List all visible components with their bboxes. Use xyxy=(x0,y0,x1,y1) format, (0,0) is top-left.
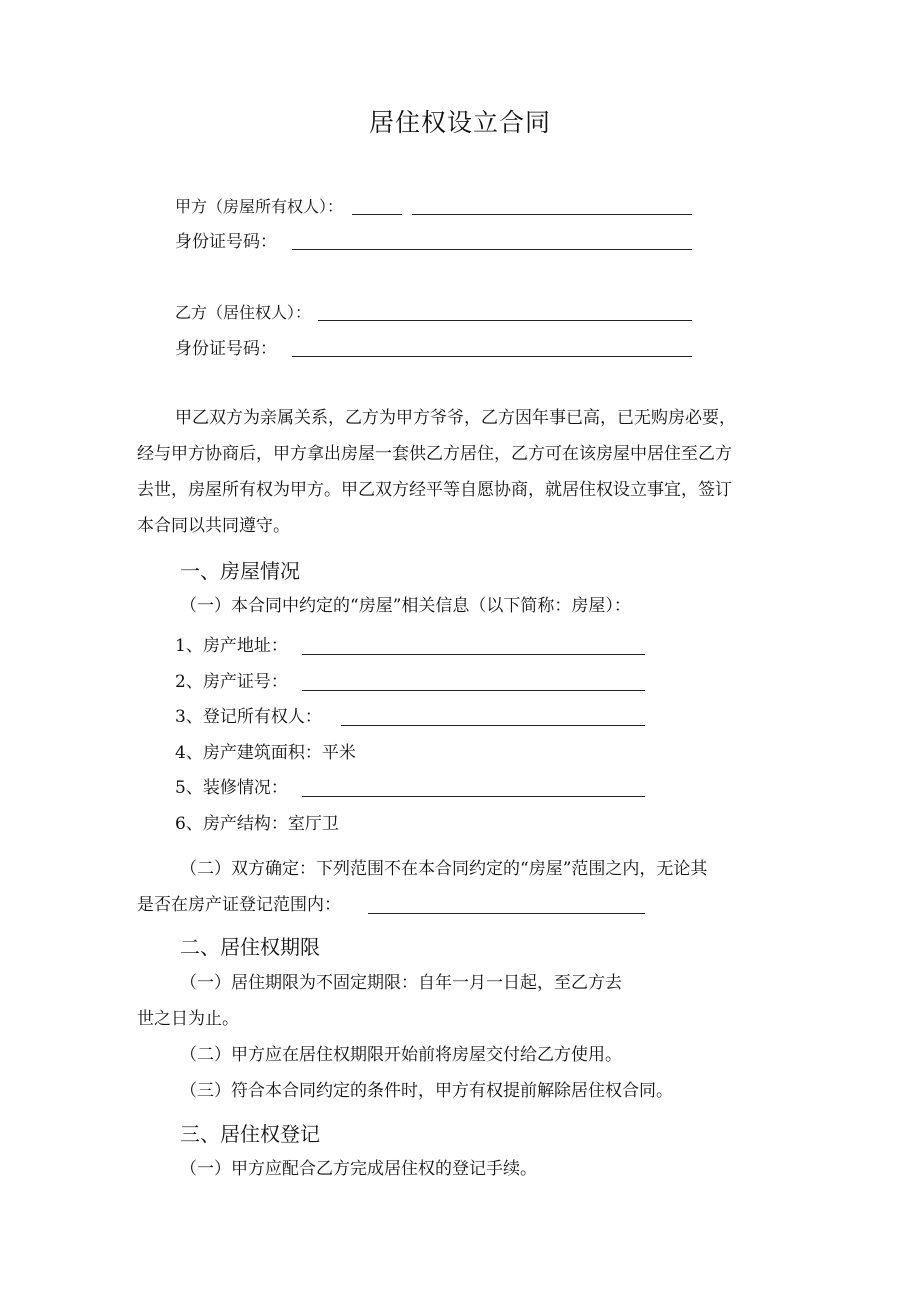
house-cert-label: 2、房产证号： xyxy=(175,672,288,692)
section-3-p1: （一）甲方应配合乙方完成居住权的登记手续。 xyxy=(180,1159,537,1179)
section-2-p2: （二）甲方应在居住权期限开始前将房屋交付给乙方使用。 xyxy=(180,1045,622,1065)
excluded-scope-blank xyxy=(368,913,645,914)
preamble-line: 经与甲方协商后，甲方拿出房屋一套供乙方居住，乙方可在该房屋中居住至乙方 xyxy=(137,444,732,464)
building-area-label: 4、房产建筑面积：平米 xyxy=(175,743,356,763)
party-a-name-blank-2 xyxy=(412,214,692,215)
decoration-blank xyxy=(302,796,645,797)
registered-owner-blank xyxy=(341,725,645,726)
party-b-id-blank xyxy=(292,356,692,357)
registered-owner-label: 3、登记所有权人： xyxy=(175,707,322,727)
section-2-p1-line-1: （一）居住期限为不固定期限：自年一月一日起，至乙方去 xyxy=(180,973,622,993)
party-a-id-blank xyxy=(292,249,692,250)
party-b-label: 乙方（居住权人）： xyxy=(175,303,312,322)
house-address-label: 1、房产地址： xyxy=(175,636,288,656)
section-2-heading: 二、居住权期限 xyxy=(180,935,320,959)
party-b-id-label: 身份证号码： xyxy=(175,339,277,359)
party-b-name-blank xyxy=(318,320,692,321)
section-1-heading: 一、房屋情况 xyxy=(180,559,300,583)
section-1-sub-2-line-2: 是否在房产证登记范围内： xyxy=(137,895,341,915)
section-2-p3: （三）符合本合同约定的条件时，甲方有权提前解除居住权合同。 xyxy=(180,1081,673,1101)
preamble-line: 去世，房屋所有权为甲方。甲乙双方经平等自愿协商，就居住权设立事宜，签订 xyxy=(137,480,732,500)
house-cert-blank xyxy=(302,690,645,691)
preamble-line: 本合同以共同遵守。 xyxy=(137,516,290,536)
preamble-line: 甲乙双方为亲属关系，乙方为甲方爷爷，乙方因年事已高，已无购房必要， xyxy=(175,408,736,428)
party-a-id-label: 身份证号码： xyxy=(175,232,277,252)
section-2-p1-line-2: 世之日为止。 xyxy=(137,1009,239,1029)
house-structure-label: 6、房产结构：室厅卫 xyxy=(175,814,339,834)
document-title: 居住权设立合同 xyxy=(368,108,551,137)
party-a-name-blank xyxy=(352,214,402,215)
house-address-blank xyxy=(302,654,645,655)
party-a-label: 甲方（房屋所有权人）： xyxy=(175,197,344,216)
section-3-heading: 三、居住权登记 xyxy=(180,1122,320,1146)
decoration-label: 5、装修情况： xyxy=(175,778,288,798)
section-1-sub-1: （一）本合同中约定的“房屋”相关信息（以下简称：房屋）： xyxy=(180,596,631,616)
section-1-sub-2-line-1: （二）双方确定：下列范围不在本合同约定的“房屋”范围之内，无论其 xyxy=(180,859,708,879)
